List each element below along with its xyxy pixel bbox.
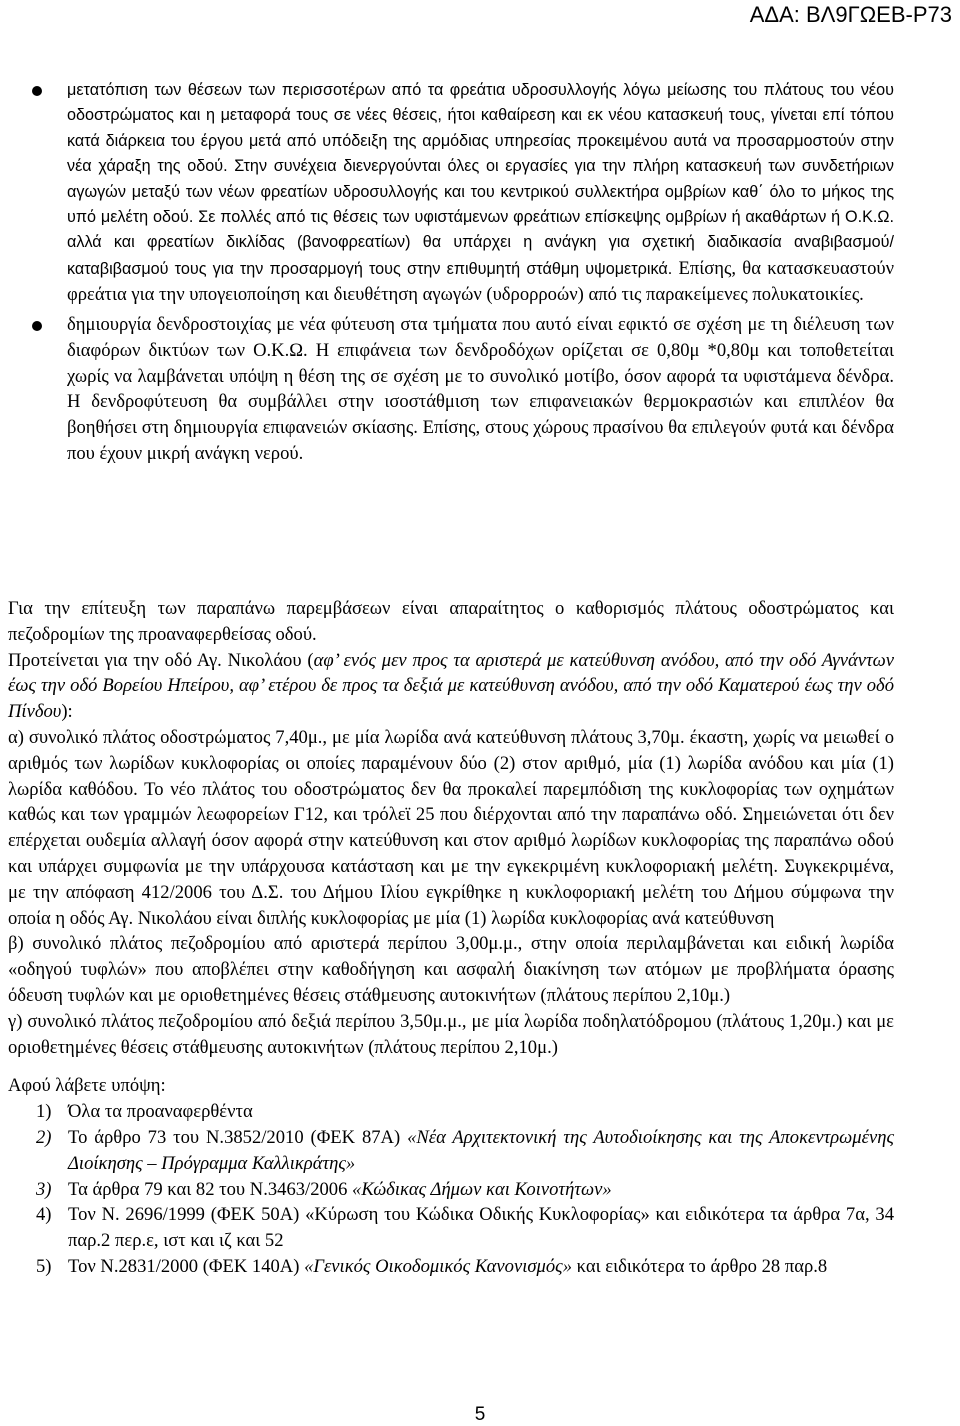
bullet-list	[0, 78, 960, 467]
list-text-plain: Το άρθρο 73 του Ν.3852/2010 (ΦΕΚ 87Α)	[68, 1126, 408, 1148]
list-item	[8, 1125, 894, 1177]
bullet-text-sans: μετατόπιση των θέσεων των περισσοτέρων από τα φρεάτια υδροσυλλογής λόγω μείωσης του πλάτους του νέου οδοστρώματος και η μεταφορά τους σε νέες θέσεις, ήτοι καθαίρεση και εκ νέου κατασκευή τους, γίνεται επί τόπου κατά διάρκεια του έργου μετά από υπόδειξη της αρμόδιας υπηρεσίας προκειμένου αυτά να προσαρμοστούν στην νέα χάραξη της οδού. Στην συνέχεια διενεργούνται όλες οι εργασίες για την πλήρη κατασκευή των συνδετήριων αγωγών μεταξύ των νέων φρεατίων υδροσυλλογής και του κεντρικού συλλεκτήρα ομβρίων καθ΄ όλο το μήκος της υπό μελέτη οδού. Σε πολλές από τις θέσεις των υφιστάμενων φρεάτιων επίσκεψης ομβρίων ή ακαθάρτων ή Ο.Κ.Ω. αλλά και φρεατίων δικλίδας (βανοφρεατίων) θα υπάρχει η ανάγκη για σχετική διαδικασία αναβιβασμού/ καταβιβασμού τους για την προσαρμογή τους στην επιθυμητή στάθμη υψομετρικά.	[67, 81, 894, 278]
paragraph: Αφού λάβετε υπόψη:	[8, 1075, 166, 1097]
document-body	[8, 596, 894, 1280]
list-item	[8, 1254, 894, 1280]
bullet-text: δημιουργία δενδροστοιχίας με νέα φύτευση στα τμήματα που αυτό είναι εφικτό σε σχέση με τη διέλευση των διαφόρων δικτύων των Ο.Κ.Ω. Η επιφάνεια των δενδροδόχων ορίζεται σε 0,80μ *0,80μ και τοποθετείται χωρίς να λαμβάνεται υπόψη η θέση της σε σχέση με το συνολικό μοτίβο, όσον αφορά τα υφιστάμενα δένδρα. Η δενδροφύτευση θα συμβάλλει στην ισοστάθμιση των επιφανειακών θερμοκρασιών και επιπλέον θα βοηθήσει στη δημιουργία επιφανειών σκίασης. Επίσης, στους χώρους πρασίνου θα επιλεγούν φυτά και δένδρα που έχουν μικρή ανάγκη νερού.	[67, 314, 894, 465]
list-text-plain: Τον Ν.2831/2000 (ΦΕΚ 140Α)	[68, 1255, 305, 1277]
paragraph-lead: Προτείνεται για την οδό Αγ. Νικολάου (	[8, 649, 314, 671]
list-text: Τον Ν. 2696/1999 (ΦΕΚ 50Α) «Κύρωση του Κώδικα Οδικής Κυκλοφορίας» και ειδικότερα τα άρθρα 7α, 34 παρ.2 περ.ε, ιστ και ιζ και 52	[68, 1204, 894, 1252]
list-text-plain: Τα άρθρα 79 και 82 του Ν.3463/2006	[68, 1178, 353, 1200]
list-number: 1)	[36, 1101, 52, 1123]
ada-code: ΑΔΑ: ΒΛ9ΓΩΕΒ-Ρ73	[749, 2, 952, 27]
list-text	[68, 1125, 894, 1177]
paragraph: α) συνολικό πλάτος οδοστρώματος 7,40μ., με μία λωρίδα ανά κατεύθυνση πλάτους 3,70μ. έκαστη, χωρίς να μειωθεί ο αριθμός των λωρίδων κυκλοφορίας οι οποίες παραμένουν δύο (2) στον αριθμό, μία (1) λωρίδα ανόδου και μία (1) λωρίδα καθόδου. Το νέο πλάτος του οδοστρώματος δεν θα προκαλεί παρεμπόδιση της κυκλοφορίας των οχημάτων καθώς και των γραμμών λεωφορείων Γ12, και τρόλεϊ 25 που διέρχονται από την παραπάνω οδό. Σημειώνεται ότι δεν επέρχεται ουδεμία αλλαγή όσον αφορά στην κατεύθυνση και στον αριθμό λωρίδων κυκλοφορίας της παραπάνω οδού και υπάρχει συμφωνία με την υπάρχουσα κατάσταση και με την εγκεκριμένη κυκλοφοριακή μελέτη. Συγκεκριμένα, με την απόφαση 412/2006 του Δ.Σ. του Δήμου Ιλίου εγκρίθηκε η κυκλοφοριακή μελέτη του Δήμου σύμφωνα την οποία η οδός Αγ. Νικολάου είναι διπλής κυκλοφορίας με μία (1) λωρίδα κυκλοφορίας ανά κατεύθυνση	[8, 726, 894, 929]
list-number: 4)	[36, 1204, 52, 1226]
list-text-italic: «Γενικός Οικοδομικός Κανονισμός»	[304, 1255, 573, 1277]
list-number: 2)	[36, 1126, 52, 1148]
list-text: Όλα τα προαναφερθέντα	[68, 1101, 253, 1123]
page-number: 5	[474, 1404, 486, 1425]
bullet-text	[67, 78, 894, 308]
bullet-item	[0, 312, 960, 467]
list-text-tail: και ειδικότερα το άρθρο 28 παρ.8	[572, 1255, 828, 1277]
paragraph: γ) συνολικό πλάτος πεζοδρομίου από δεξιά περίπου 3,50μ.μ., με μία λωρίδα ποδηλατόδρομου (πλάτους 1,20μ.) και με οριοθετημένες θέσεις στάθμευσης αυτοκινήτων (πλάτους περίπου 2,10μ.)	[8, 1010, 894, 1058]
bullet-icon	[32, 321, 42, 331]
list-number: 5)	[36, 1255, 52, 1277]
list-item	[8, 1177, 894, 1203]
list-item	[8, 1099, 894, 1125]
paragraph-tail: ):	[61, 701, 73, 723]
bullet-text-serif: Επίσης, θα κατασκευαστούν φρεάτια για την υπογειοποίηση και διευθέτηση αγωγών (υδρορροών) από τις παρακείμενες πολυκατοικίες.	[67, 257, 894, 306]
paragraph	[8, 648, 894, 725]
bullet-item	[0, 78, 960, 308]
list-text-italic: «Νέα Αρχιτεκτονική της Αυτοδιοίκησης και της Αποκεντρωμένης Διοίκησης – Πρόγραμμα Καλλικράτης»	[68, 1126, 894, 1174]
list-item	[8, 1202, 894, 1254]
list-number: 3)	[36, 1178, 52, 1200]
list-text-italic: «Κώδικας Δήμων και Κοινοτήτων»	[352, 1178, 612, 1200]
paragraph: β) συνολικό πλάτος πεζοδρομίου από αριστερά περίπου 3,00μ.μ., στην οποία περιλαμβάνεται και ειδική λωρίδα «οδηγού τυφλών» που αποβλέπει στην καθοδήγηση και ασφαλή διακίνηση των ατόμων με προβλήματα όρασης όδευση τυφλών και με οριοθετημένες θέσεις στάθμευσης αυτοκινήτων (πλάτους περίπου 2,10μ.)	[8, 933, 894, 1006]
paragraph: Για την επίτευξη των παραπάνω παρεμβάσεων είναι απαραίτητος ο καθορισμός πλάτους οδοστρώματος και πεζοδρομίων της προαναφερθείσας οδού.	[8, 598, 894, 645]
list-text	[68, 1177, 894, 1203]
paragraph-italic: αφ’ ενός μεν προς τα αριστερά με κατεύθυνση ανόδου, από την οδό Αγνάντων έως την οδό Βορείου Ηπείρου, αφ’ ετέρου δε προς τα δεξιά με κατεύθυνση ανόδου, από την οδό Καματερού έως την οδό Πίνδου	[8, 649, 895, 723]
bullet-icon	[32, 86, 42, 96]
list-text	[68, 1254, 894, 1280]
